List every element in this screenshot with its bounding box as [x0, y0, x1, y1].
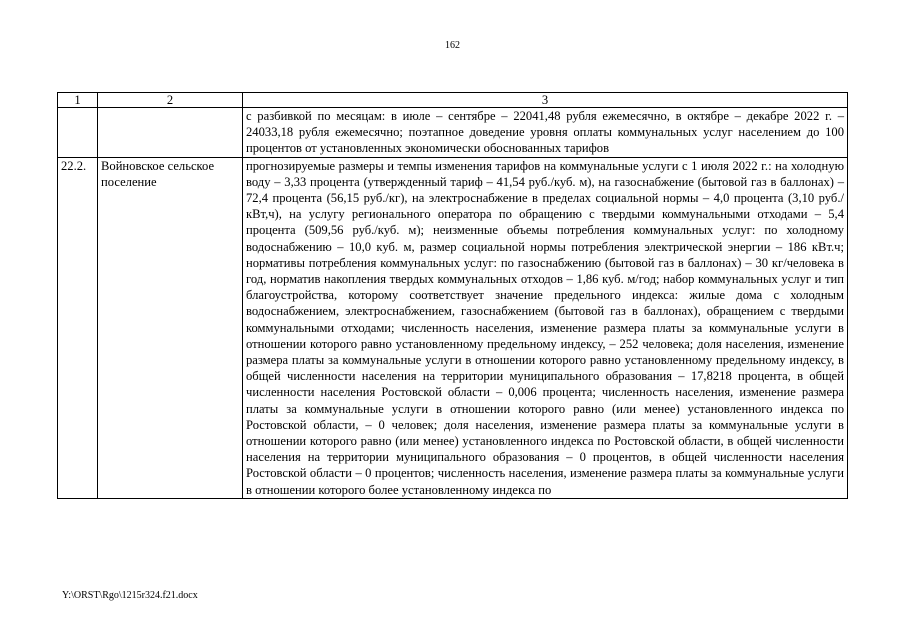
row-number-cell [58, 108, 98, 158]
table-row [58, 108, 848, 158]
page-number: 162 [445, 40, 460, 51]
file-path-footer: Y:\ORST\Rgo\1215r324.f21.docx [62, 590, 198, 601]
table-header-row [58, 93, 848, 108]
header-cell-1: 1 [58, 93, 98, 108]
document-table [57, 92, 848, 499]
header-cell-2: 2 [98, 93, 243, 108]
row-name-cell [98, 108, 243, 158]
table-row [58, 157, 848, 498]
row-text-cell: прогнозируемые размеры и темпы изменения тарифов на коммунальные услуги с 1 июля 2022 г.: на холодную воду – 3,33 процента (утвержденный тариф – 41,54 руб./куб. м), на газоснабжение (бытовой газ в баллонах) – 72,4 процента (56,15 руб./кг), на электроснабжение в пределах социальной нормы – 4,0 процента (3,10 руб./кВт,ч), на услугу регионального оператора по обращению с твердыми коммунальными отходами – 5,4 процента (509,56 руб./куб. м); неизменные объемы потребления коммунальных услуг: по холодному водоснабжению – 10,0 куб. м, размер социальной нормы потребления электрической энергии – 186 кВт.ч; нормативы потребления коммунальных услуг: по газоснабжению (бытовой газ в баллонах) – 30 кг/человека в год, норматив накопления твердых коммунальных отходов – 1,86 куб. м/год; набор коммунальных услуг и тип благоустройства, которому соответствует значение предельного индекса: жилые дома с холодным водоснабжением, электроснабжением, газоснабжением (бытовой газ в баллонах), обращением с твердыми коммунальными отходами; численность населения, изменение размера платы за коммунальные услуги в отношении которого равно установленному предельному индексу, – 252 человека; доля населения, изменение размера платы за коммунальные услуги в отношении которого равно установленному предельному индексу, в общей численности населения на территории муниципального образования – 17,8218 процента, в общей численности населения Ростовской области – 0,006 процента; численность населения, изменение размера платы за коммунальные услуги в отношении которого равно (или менее) установленного индекса по Ростовской области, – 0 человек; доля населения, изменение размера платы за коммунальные услуги в отношении которого равно (или менее) установленного индекса по Ростовской области, в общей численности населения на территории муниципального образования – 0 процентов, в общей численности населения Ростовской области – 0 процентов; численность населения, изменение размера платы за коммунальные услуги в отношении которого более установленному индекса по [243, 157, 848, 498]
header-cell-3: 3 [243, 93, 848, 108]
row-number-cell: 22.2. [58, 157, 98, 498]
row-text-cell: с разбивкой по месяцам: в июле – сентябре – 22041,48 рубля ежемесячно, в октябре – декабре 2022 г. – 24033,18 рубля ежемесячно; поэтапное доведение уровня оплаты коммунальных услуг населением до 100 процентов от установленных экономически обоснованных тарифов [243, 108, 848, 158]
row-name-cell: Войновское сельское поселение [98, 157, 243, 498]
